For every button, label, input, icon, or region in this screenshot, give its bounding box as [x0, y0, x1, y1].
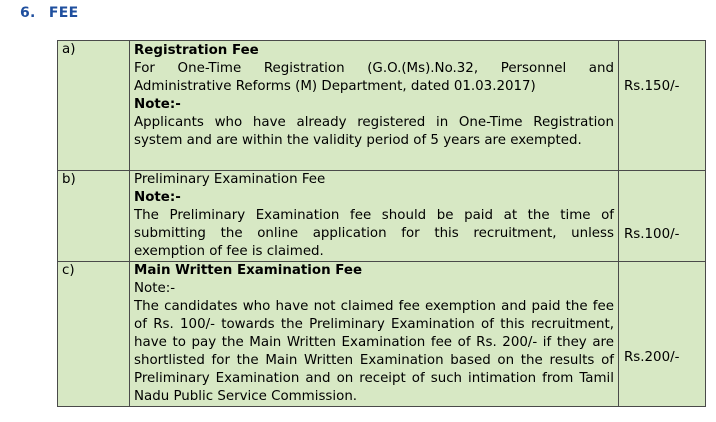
fee-description [130, 171, 619, 262]
section-title: FEE [48, 5, 79, 21]
section-heading [20, 5, 78, 21]
fee-table [57, 40, 706, 407]
note-label: Note:- [134, 190, 181, 205]
fee-row-preliminary [58, 171, 706, 262]
fee-row-main-written [58, 262, 706, 407]
row-label: b) [58, 171, 130, 262]
section-number: 6. [20, 5, 36, 21]
fee-amount: Rs.150/- [619, 41, 706, 171]
note-text: The Preliminary Examination fee should be paid at the time of submitting the online application for this recruitment, unless exemption of fee is claimed. [134, 208, 614, 259]
note-text: The candidates who have not claimed fee exemption and paid the fee of Rs. 100/- towards the Preliminary Examination of this recruitment, have to pay the Main Written Examination fee of Rs. 200/- if they are shortlisted for the Main Written Examination based on the results of Preliminary Examination and on receipt of such intimation from Tamil Nadu Public Service Commission. [134, 299, 614, 404]
fee-detail: For One-Time Registration (G.O.(Ms).No.32, Personnel and Administrative Reforms (M) Department, dated 01.03.2017) [134, 61, 614, 94]
fee-title: Main Written Examination Fee [134, 263, 363, 278]
fee-description [130, 262, 619, 407]
row-label: a) [58, 41, 130, 171]
fee-amount: Rs.200/- [619, 262, 706, 407]
fee-title: Registration Fee [134, 43, 259, 58]
row-label: c) [58, 262, 130, 407]
fee-description [130, 41, 619, 171]
fee-title: Preliminary Examination Fee [134, 172, 326, 187]
note-text: Applicants who have already registered in One-Time Registration system and are within the validity period of 5 years are exempted. [134, 115, 614, 148]
note-label: Note:- [134, 97, 181, 112]
fee-amount: Rs.100/- [619, 171, 706, 262]
fee-row-registration [58, 41, 706, 171]
note-label: Note:- [134, 281, 176, 296]
